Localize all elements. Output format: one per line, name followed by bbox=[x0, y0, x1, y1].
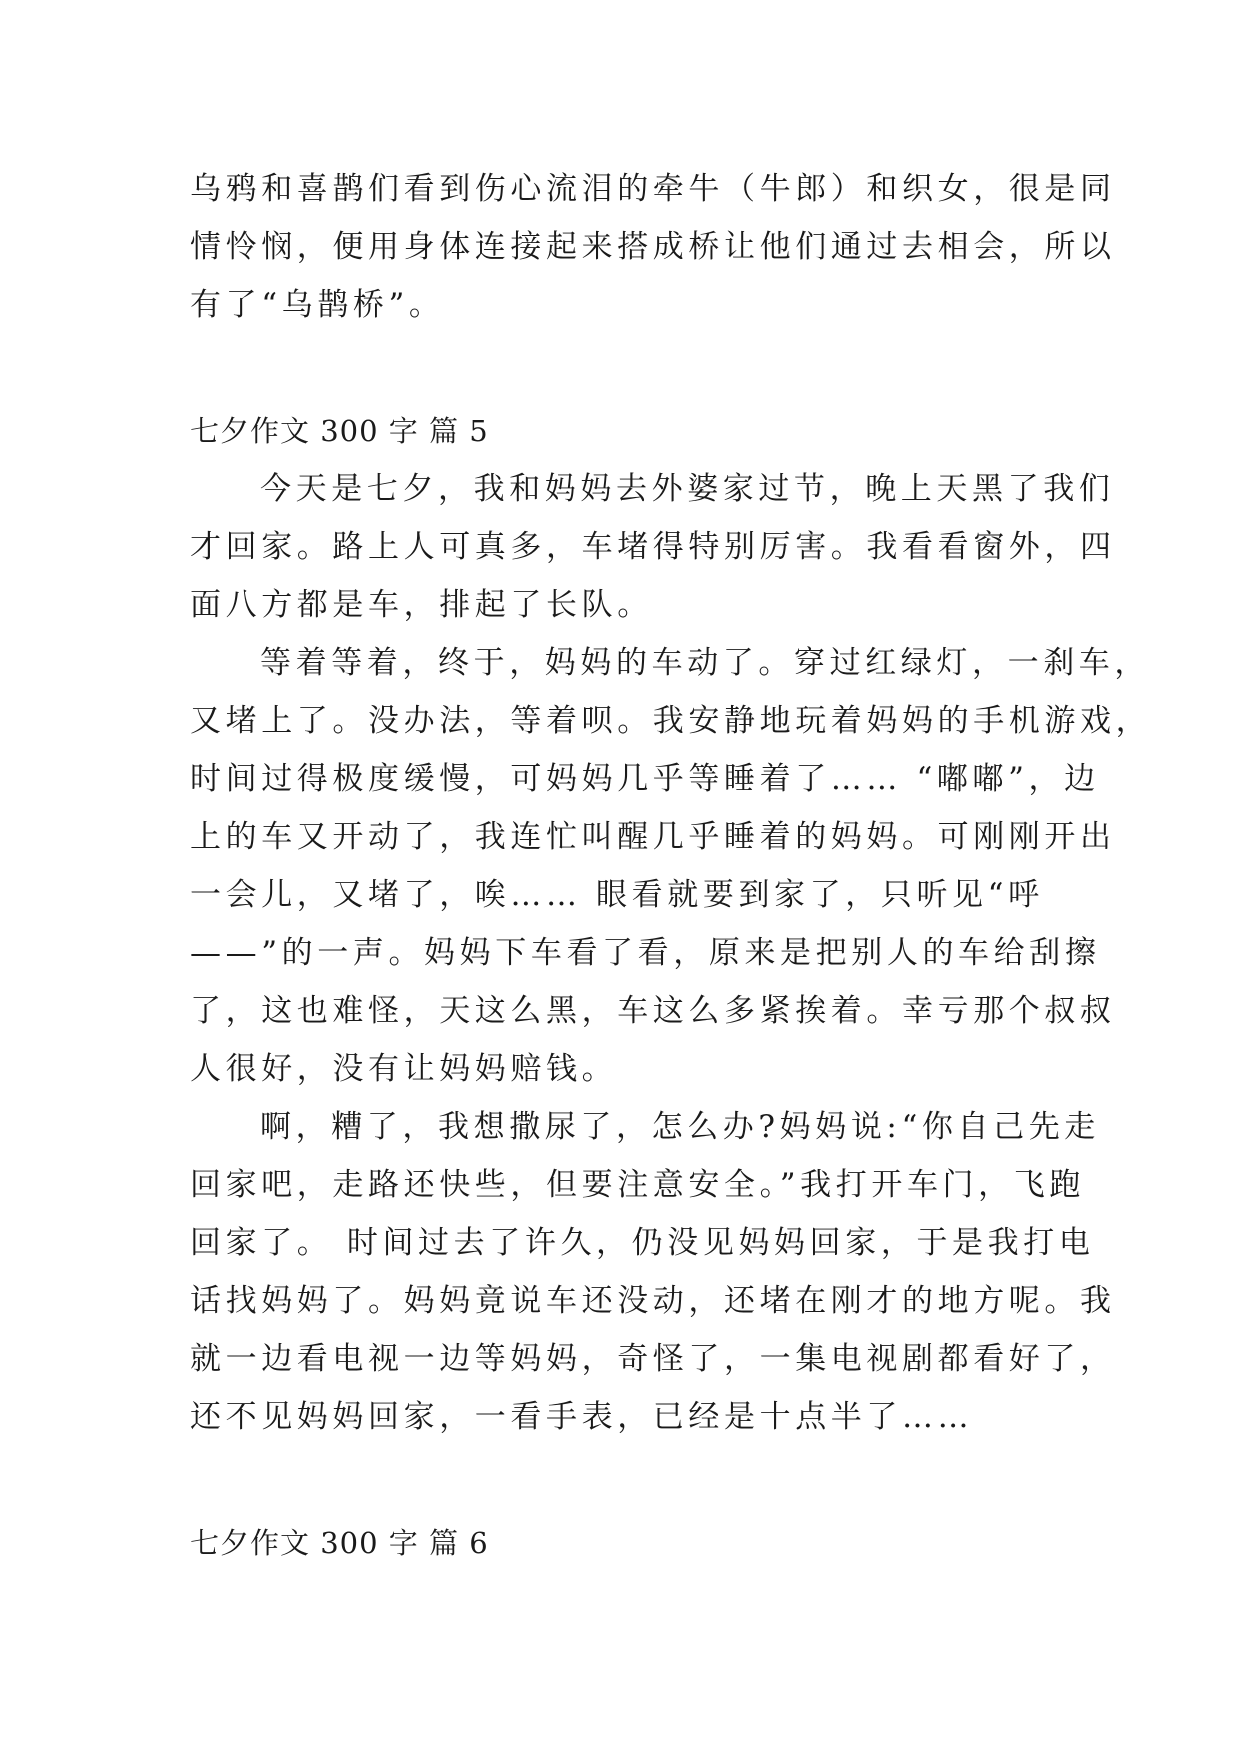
document-page bbox=[190, 160, 1152, 1572]
text-line: ——”的一声。妈妈下车看了看，原来是把别人的车给刮擦 bbox=[190, 935, 1101, 971]
text-line: 面八方都是车，排起了长队。 bbox=[190, 587, 653, 623]
section-5-paragraph-1 bbox=[190, 460, 1116, 634]
text-line: 上的车又开动了，我连忙叫醒几乎睡着的妈妈。可刚刚开出 bbox=[190, 819, 1116, 855]
text-line: 回家吧，走路还快些，但要注意安全。”我打开车门，飞跑 bbox=[190, 1167, 1085, 1203]
section-5-title: 七夕作文 300 字 篇 5 bbox=[190, 414, 489, 448]
intro-paragraph bbox=[190, 160, 1116, 334]
section-5-paragraph-3 bbox=[190, 1098, 1116, 1446]
text-line: 啊，糟了，我想撒尿了，怎么办?妈妈说:“你自己先走 bbox=[260, 1109, 1100, 1145]
text-line: 乌鸦和喜鹊们看到伤心流泪的牵牛（牛郎）和织女，很是同 bbox=[190, 171, 1116, 207]
text-line: 今天是七夕，我和妈妈去外婆家过节，晚上天黑了我们 bbox=[260, 471, 1115, 507]
text-line: 就一边看电视一边等妈妈，奇怪了，一集电视剧都看好了， bbox=[190, 1341, 1116, 1377]
text-line: 人很好，没有让妈妈赔钱。 bbox=[190, 1051, 618, 1087]
text-line: 时间过得极度缓慢，可妈妈几乎等睡着了…… “嘟嘟”，边 bbox=[190, 761, 1100, 797]
section-5-paragraph-2 bbox=[190, 634, 1152, 1098]
section-6 bbox=[190, 1514, 1050, 1572]
text-line: 还不见妈妈回家，一看手表，已经是十点半了…… bbox=[190, 1399, 974, 1435]
text-line: 话找妈妈了。妈妈竟说车还没动，还堵在刚才的地方呢。我 bbox=[190, 1283, 1116, 1319]
text-line: 才回家。路上人可真多，车堵得特别厉害。我看看窗外，四 bbox=[190, 529, 1116, 565]
section-5 bbox=[190, 402, 1152, 1446]
text-line: 又堵上了。没办法，等着呗。我安静地玩着妈妈的手机游戏， bbox=[190, 703, 1152, 739]
text-line: 有了“乌鹊桥”。 bbox=[190, 287, 445, 323]
text-line: 等着等着，终于，妈妈的车动了。穿过红绿灯，一刹车， bbox=[260, 645, 1150, 681]
text-line: 回家了。 时间过去了许久，仍没见妈妈回家，于是我打电 bbox=[190, 1225, 1095, 1261]
text-line: 了，这也难怪，天这么黑，车这么多紧挨着。幸亏那个叔叔 bbox=[190, 993, 1116, 1029]
text-line: 情怜悯，便用身体连接起来搭成桥让他们通过去相会，所以 bbox=[190, 229, 1116, 265]
text-line: 一会儿，又堵了，唉…… 眼看就要到家了，只听见“呼 bbox=[190, 877, 1044, 913]
section-6-title: 七夕作文 300 字 篇 6 bbox=[190, 1526, 489, 1560]
